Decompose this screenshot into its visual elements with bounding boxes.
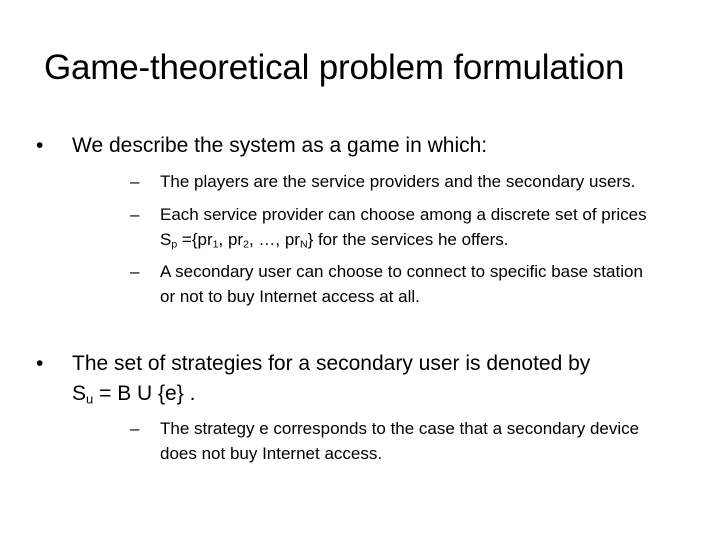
subitem-text: The strategy e corresponds to the case that a secondary device xyxy=(160,419,640,438)
subitem-marker: – xyxy=(130,262,140,281)
bullet-text: The set of strategies for a secondary user is denoted by xyxy=(72,352,591,375)
slide-title: Game-theoretical problem formulation xyxy=(44,48,625,87)
strategy-set-formula: $S_u = B$ U {e} . xyxy=(72,382,196,407)
bullet-marker: • xyxy=(36,134,44,157)
subitem-marker: – xyxy=(130,419,140,438)
subitem-text: Each service provider can choose among a discrete set of prices xyxy=(160,205,647,224)
subitem-text: A secondary user can choose to connect to specific base station xyxy=(160,262,643,281)
bullet-text: We describe the system as a game in which: xyxy=(72,134,488,157)
subitem-text: The players are the service providers and the secondary users. xyxy=(160,172,636,191)
subitem-marker: – xyxy=(130,205,140,224)
bullet-marker: • xyxy=(36,352,44,375)
subitem-text: or not to buy Internet access at all. xyxy=(160,287,420,306)
subitem-marker: – xyxy=(130,172,140,191)
subitem-text: does not buy Internet access. xyxy=(160,444,383,463)
price-set-formula: $S_p =\{pr_1$, $pr_2$, …, $pr_N$} for the services he offers. xyxy=(160,230,509,251)
